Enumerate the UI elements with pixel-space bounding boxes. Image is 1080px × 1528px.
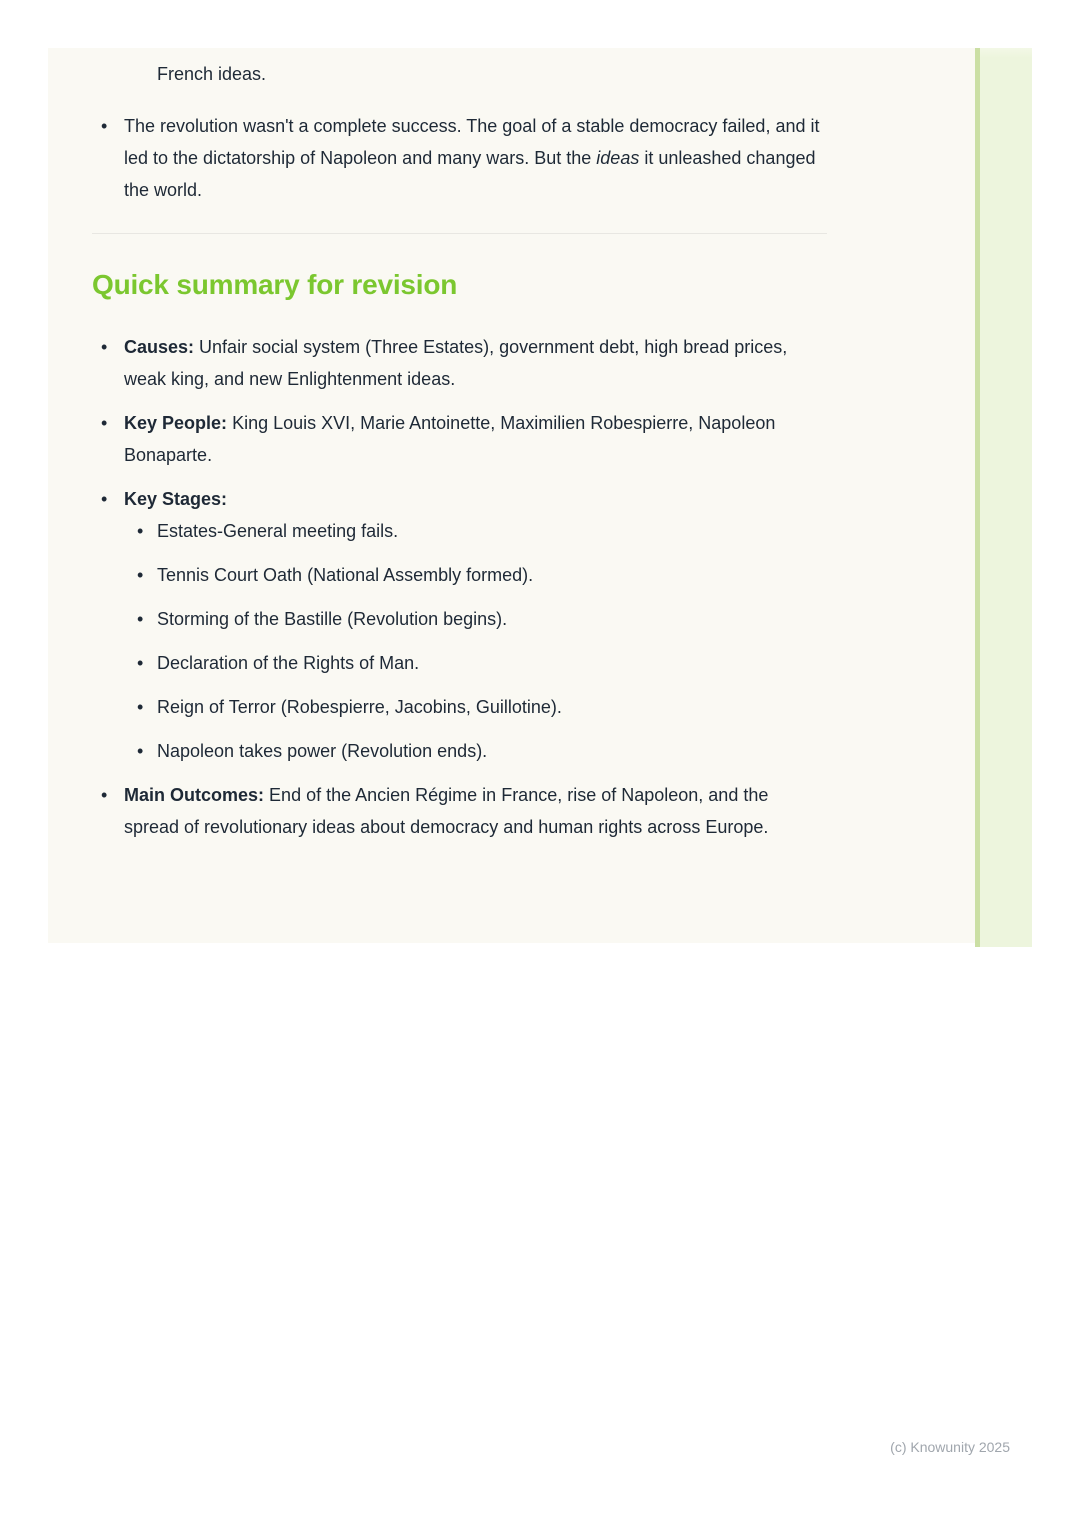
list-item-label: Main Outcomes: xyxy=(124,785,265,805)
intro-bullet-item xyxy=(92,110,827,206)
list-item-causes xyxy=(92,331,827,395)
intro-text-after: it unleashed changed the world. xyxy=(124,148,816,200)
sub-list-item: • Declaration of the Rights of Man. xyxy=(124,647,827,679)
list-item-main-outcomes xyxy=(92,779,827,843)
intro-text-italic: ideas xyxy=(596,148,640,168)
list-item-text: Unfair social system (Three Estates), government debt, high bread prices, weak king, and new Enlightenment ideas. xyxy=(124,337,788,389)
summary-list xyxy=(92,331,827,843)
section-divider xyxy=(92,233,827,234)
copyright-footer: (c) Knowunity 2025 xyxy=(890,1439,1010,1455)
document-card xyxy=(48,48,975,943)
list-item-label: Key People: xyxy=(124,413,228,433)
key-stages-sub-list xyxy=(124,515,827,767)
sub-list-item: • Napoleon takes power (Revolution ends). xyxy=(124,735,827,767)
sub-list-item: • Tennis Court Oath (National Assembly formed). xyxy=(124,559,827,591)
list-item-key-people xyxy=(92,407,827,471)
continuation-line: French ideas. xyxy=(157,64,267,84)
sub-list-item: • Reign of Terror (Robespierre, Jacobins, Guillotine). xyxy=(124,691,827,723)
list-item-label: Causes: xyxy=(124,337,195,357)
list-item-text: End of the Ancien Régime in France, rise of Napoleon, and the spread of revolutionary ideas about democracy and human rights across Europe. xyxy=(124,785,769,837)
sub-list-item: • Estates-General meeting fails. xyxy=(124,515,827,547)
intro-text-before: The revolution wasn't a complete success. The goal of a stable democracy failed, and it led to the dictatorship of Napoleon and many wars. But the xyxy=(124,116,820,168)
sub-list-item: • Storming of the Bastille (Revolution begins). xyxy=(124,603,827,635)
list-item-key-stages xyxy=(92,483,827,767)
section-heading: Quick summary for revision xyxy=(92,269,458,300)
document-content xyxy=(48,48,827,843)
list-item-text: King Louis XVI, Marie Antoinette, Maximilien Robespierre, Napoleon Bonaparte. xyxy=(124,413,776,465)
list-item-label: Key Stages: xyxy=(124,489,228,509)
page-edge-stripe xyxy=(975,48,1032,947)
